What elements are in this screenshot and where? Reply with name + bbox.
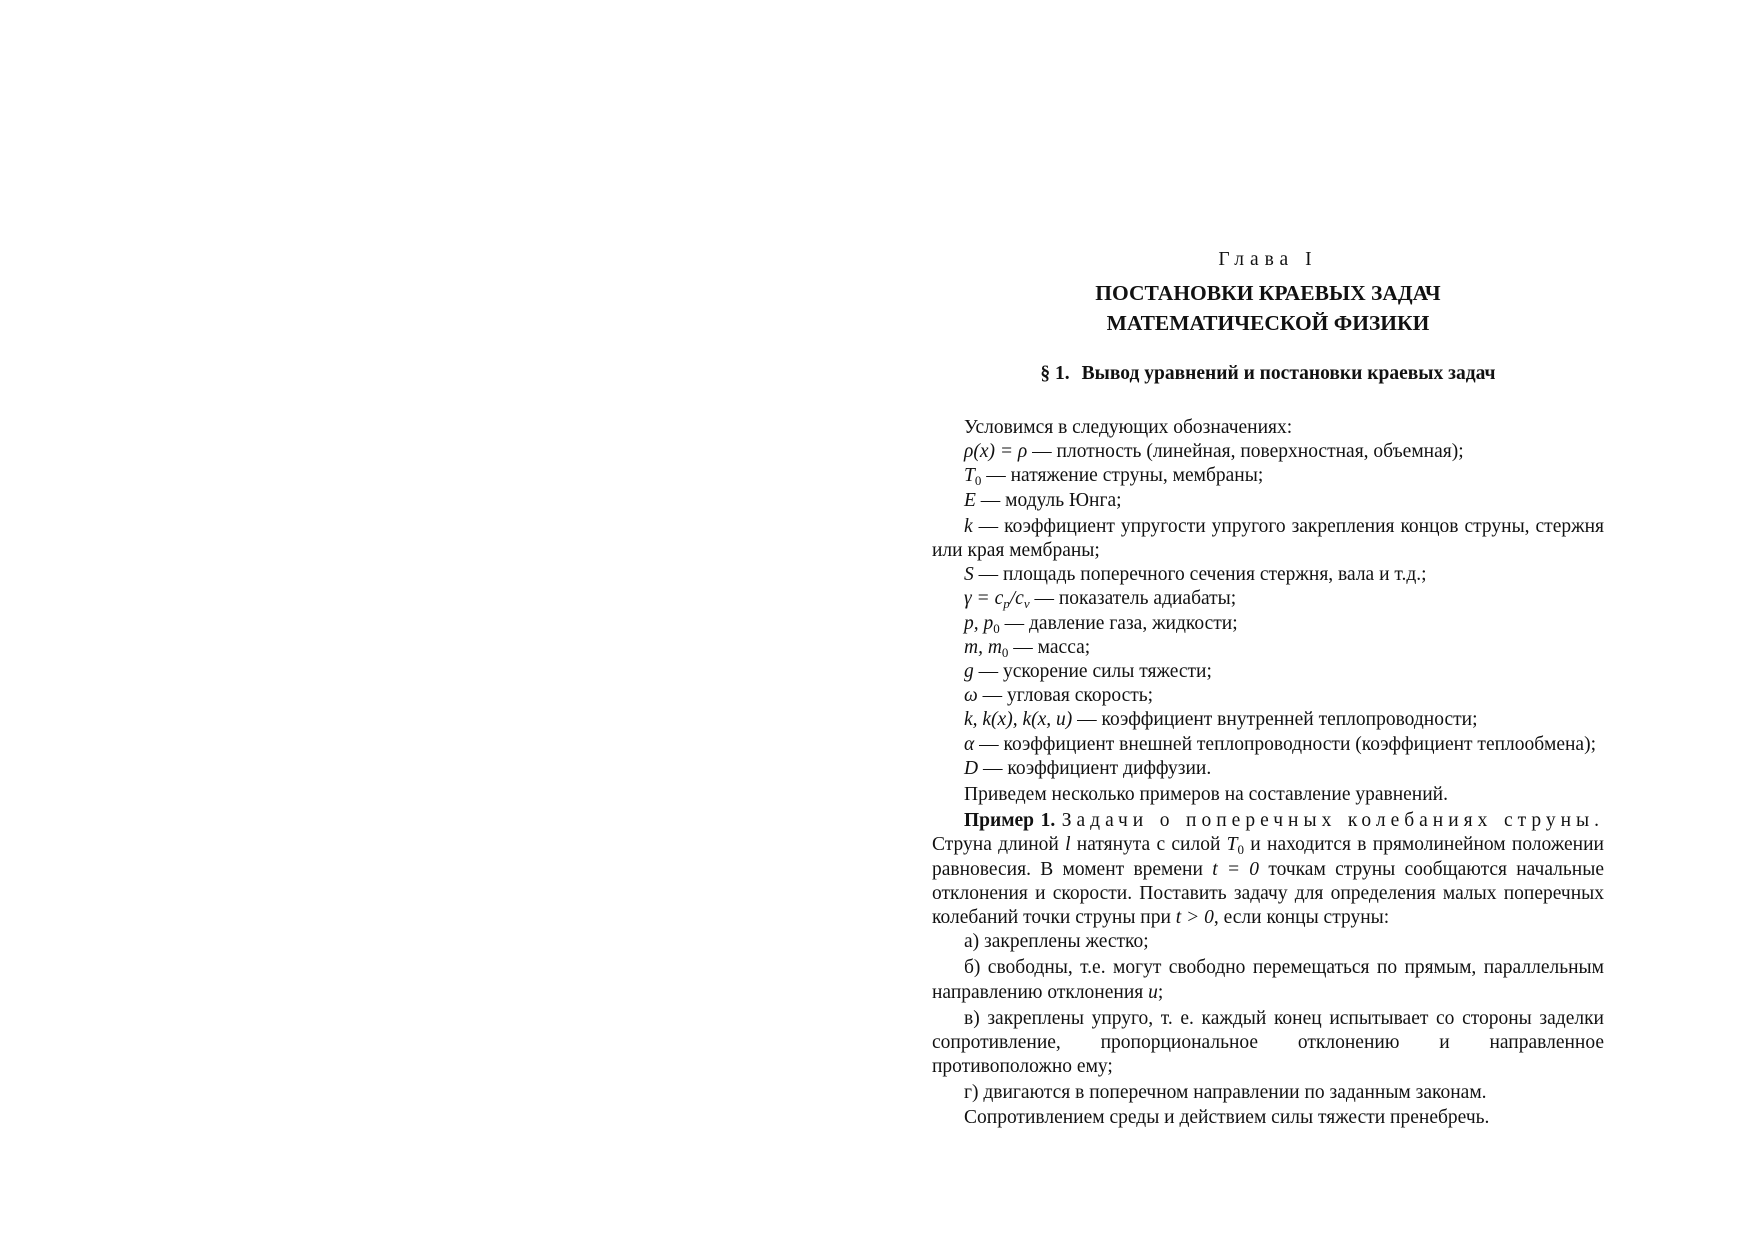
symbol: u bbox=[1148, 981, 1158, 1003]
symbol: p, p bbox=[964, 612, 994, 634]
intro-text: Условимся в следующих обозначениях: bbox=[964, 417, 1293, 438]
description: — показатель адиабаты; bbox=[1029, 588, 1237, 610]
example-text: натянута с силой bbox=[1070, 834, 1227, 856]
case-text: в) закреплены упруго, т. е. каждый конец испытывает со стороны заделки сопротивление, пропорциональное отклонению и направленное противоположно ему; bbox=[932, 1007, 1604, 1078]
notation-elasticity bbox=[932, 515, 1604, 563]
left-page-blank bbox=[0, 0, 877, 1240]
symbol: ω bbox=[964, 685, 978, 707]
symbol-part: /c bbox=[1009, 588, 1024, 610]
subscript: 0 bbox=[974, 473, 982, 489]
example-title: Задачи о поперечных колебаниях струны. bbox=[1061, 810, 1605, 832]
chapter-title-line-1: ПОСТАНОВКИ КРАЕВЫХ ЗАДАЧ bbox=[1095, 281, 1441, 305]
case-a bbox=[932, 930, 1604, 954]
chapter-title-line-2: МАТЕМАТИЧЕСКОЙ ФИЗИКИ bbox=[1106, 311, 1430, 335]
description: — ускорение силы тяжести; bbox=[973, 661, 1212, 683]
chapter-title bbox=[932, 278, 1604, 338]
right-page bbox=[877, 0, 1755, 1240]
symbol: D bbox=[964, 757, 979, 779]
notation-alpha bbox=[932, 733, 1604, 757]
symbol: m, m bbox=[964, 636, 1002, 658]
example-text: Струна длиной bbox=[932, 834, 1066, 856]
paragraph-examples-intro bbox=[932, 783, 1604, 807]
description: — площадь поперечного сечения стержня, вала и т.д.; bbox=[973, 564, 1427, 586]
symbol: T bbox=[1226, 834, 1238, 856]
symbol: S bbox=[964, 564, 974, 586]
description: — плотность (линейная, поверхностная, объемная); bbox=[1027, 441, 1464, 463]
symbol: E bbox=[964, 489, 976, 511]
paragraph-intro bbox=[932, 416, 1604, 440]
description: — натяжение струны, мембраны; bbox=[981, 465, 1264, 487]
notation-conductivity bbox=[932, 708, 1604, 732]
section-number: § 1. bbox=[1040, 363, 1070, 384]
subscript: p bbox=[1003, 596, 1010, 612]
subscript: v bbox=[1023, 596, 1030, 612]
section-title bbox=[932, 362, 1604, 388]
example-label: Пример 1. bbox=[964, 810, 1056, 832]
notation-young bbox=[932, 489, 1604, 513]
case-text: б) свободны, т.е. могут свободно перемещаться по прямым, параллельным направлению отклонения bbox=[932, 957, 1604, 1003]
notation-area bbox=[932, 563, 1604, 587]
description: — масса; bbox=[1008, 636, 1091, 658]
symbol: α bbox=[964, 733, 975, 755]
body-text bbox=[932, 416, 1604, 1130]
symbol: t > 0 bbox=[1175, 907, 1214, 929]
chapter-label: Глава I bbox=[1218, 249, 1318, 270]
symbol: k, k(x), k(x, u) bbox=[964, 709, 1073, 731]
notation-omega bbox=[932, 684, 1604, 708]
notation-gravity bbox=[932, 660, 1604, 684]
notation-pressure bbox=[932, 612, 1604, 636]
symbol: g bbox=[964, 661, 974, 683]
subscript: 0 bbox=[993, 620, 1000, 636]
symbol: k bbox=[964, 515, 973, 537]
notation-diffusion bbox=[932, 757, 1604, 781]
case-text: а) закреплены жестко; bbox=[964, 931, 1149, 953]
subscript: 0 bbox=[1237, 842, 1245, 858]
symbol: γ = c bbox=[964, 588, 1004, 610]
subscript: 0 bbox=[1001, 644, 1009, 660]
case-v bbox=[932, 1007, 1604, 1080]
notation-tension bbox=[932, 464, 1604, 488]
notation-gamma bbox=[932, 587, 1604, 611]
example-1 bbox=[932, 809, 1604, 930]
example-text: и находится в прямолинейном положении равновесия. В момент времени bbox=[932, 834, 1604, 880]
closing-text: Сопротивлением среды и действием силы тяжести пренебречь. bbox=[964, 1106, 1490, 1128]
description: — коэффициент диффузии. bbox=[978, 757, 1212, 779]
description: — модуль Юнга; bbox=[975, 489, 1122, 511]
case-text: г) двигаются в поперечном направлении по заданным законам. bbox=[964, 1082, 1487, 1104]
text-column bbox=[932, 248, 1604, 1130]
description: — коэффициент внутренней теплопроводности; bbox=[1072, 709, 1478, 731]
paragraph-closing bbox=[932, 1106, 1604, 1130]
case-b bbox=[932, 956, 1604, 1004]
symbol: l bbox=[1065, 834, 1071, 856]
notation-rho bbox=[932, 440, 1604, 464]
description: — коэффициент внешней теплопроводности (коэффициент теплообмена); bbox=[974, 733, 1597, 755]
description: — давление газа, жидкости; bbox=[999, 612, 1238, 634]
case-g bbox=[932, 1081, 1604, 1105]
examples-intro: Приведем несколько примеров на составление уравнений. bbox=[964, 784, 1448, 806]
section-heading: Вывод уравнений и постановки краевых задач bbox=[1081, 363, 1496, 384]
notation-mass bbox=[932, 636, 1604, 660]
description: — угловая скорость; bbox=[977, 685, 1154, 707]
symbol: T bbox=[964, 465, 975, 487]
example-text: , если концы струны: bbox=[1213, 907, 1390, 929]
symbol: t = 0 bbox=[1212, 858, 1260, 880]
symbol: ρ(x) = ρ bbox=[964, 441, 1028, 463]
description: — коэффициент упругости упругого закрепления концов струны, стержня или края мембраны; bbox=[932, 515, 1604, 562]
example-text: точкам струны сообщаются начальные отклонения и скорости. Поставить задачу для определения малых поперечных колебаний точки струны при bbox=[932, 858, 1604, 929]
case-text: ; bbox=[1157, 981, 1164, 1003]
